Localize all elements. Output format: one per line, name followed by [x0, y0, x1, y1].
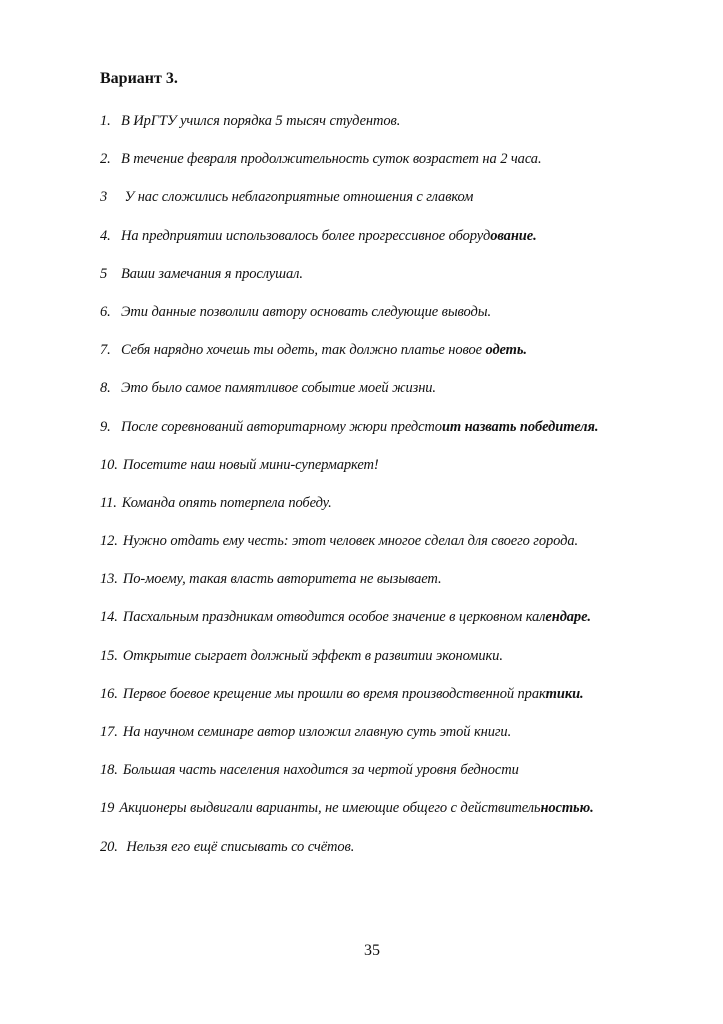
sentence-item [100, 264, 598, 302]
sentence-item [100, 531, 598, 569]
sentence-item [100, 646, 598, 684]
item-text: Себя нарядно хочешь ты одеть, так должно платье новое [121, 342, 486, 359]
sentence-item [100, 684, 598, 722]
sentence-item [100, 187, 598, 225]
item-number: 14. [100, 609, 118, 626]
item-number: 13. [100, 571, 118, 588]
item-text: В ИрГТУ учился порядка 5 тысяч студентов. [121, 113, 401, 129]
item-bold-text: ностью. [540, 800, 594, 817]
document-title: Вариант 3. [100, 70, 178, 87]
item-number: 3 [100, 189, 108, 206]
item-bold-text: ендаре. [545, 609, 591, 626]
item-bold-text: одеть. [485, 342, 527, 359]
item-bold-text: тики. [545, 685, 584, 702]
item-text: Команда опять потерпела победу. [121, 494, 332, 511]
item-bold-text: ование. [490, 227, 537, 244]
sentence-item [100, 111, 598, 149]
item-number: 2. [100, 151, 111, 168]
item-number: 16. [100, 685, 118, 702]
item-text: Большая часть населения находится за чертой уровня бедности [122, 762, 519, 779]
item-bold-text: ит назвать победителя. [441, 418, 599, 435]
sentence-item [100, 149, 598, 187]
sentence-item [100, 378, 598, 416]
item-text: Акционеры выдвигали варианты, не имеющие общего с действитель [119, 800, 541, 817]
item-text: Открытие сыграет должный эффект в развитии экономики. [122, 647, 503, 664]
item-number: 8. [100, 380, 111, 397]
item-number: 11. [100, 494, 117, 511]
sentence-item [100, 455, 598, 493]
item-number: 7. [100, 342, 111, 359]
item-number: 20. [100, 838, 118, 855]
item-text: Пасхальным праздникам отводится особое значение в церковном кал [122, 609, 546, 626]
item-number: 6. [100, 303, 111, 320]
item-number: 1. [100, 113, 111, 129]
item-text: На предприятии использовалось более прогрессивное оборуд [121, 227, 491, 244]
item-text: После соревнований авторитарному жюри предсто [121, 418, 442, 435]
sentence-item [100, 760, 598, 798]
item-text: Ваши замечания я прослушал. [121, 265, 303, 282]
item-text: Эти данные позволили автору основать следующие выводы. [121, 303, 491, 320]
sentence-item [100, 722, 598, 760]
item-text: В течение февраля продолжительность суток возрастет на 2 часа. [121, 151, 542, 168]
item-text: Первое боевое крещение мы прошли во время производственной прак [122, 685, 546, 702]
sentence-list [100, 111, 598, 875]
item-number: 15. [100, 647, 118, 664]
item-text: Нужно отдать ему честь: этот человек многое сделал для своего города. [122, 533, 579, 550]
sentence-item [100, 226, 598, 264]
sentence-item [100, 493, 598, 531]
item-text: Нельзя его ещё списывать со счётов. [122, 838, 355, 855]
item-number: 12. [100, 533, 118, 550]
sentence-item [100, 417, 598, 455]
item-text: На научном семинаре автор изложил главную суть этой книги. [122, 724, 512, 740]
sentence-item [100, 837, 598, 875]
item-number: 19 [100, 800, 115, 817]
sentence-item [100, 798, 598, 836]
item-number: 9. [100, 418, 111, 435]
sentence-item [100, 340, 598, 378]
item-number: 10. [100, 456, 118, 473]
page-number: 35 [364, 942, 380, 959]
sentence-item [100, 569, 598, 607]
item-text: Посетите наш новый мини-супермаркет! [122, 456, 379, 473]
item-number: 17. [100, 724, 118, 740]
sentence-item [100, 302, 598, 340]
item-text: Это было самое памятливое событие моей жизни. [121, 380, 436, 397]
item-number: 4. [100, 227, 111, 244]
item-number: 18. [100, 762, 118, 779]
item-text: У нас сложились неблагоприятные отношения с главком [121, 189, 474, 206]
item-text: По-моему, такая власть авторитета не вызывает. [122, 571, 442, 588]
item-number: 5 [100, 265, 108, 282]
sentence-item [100, 607, 598, 645]
